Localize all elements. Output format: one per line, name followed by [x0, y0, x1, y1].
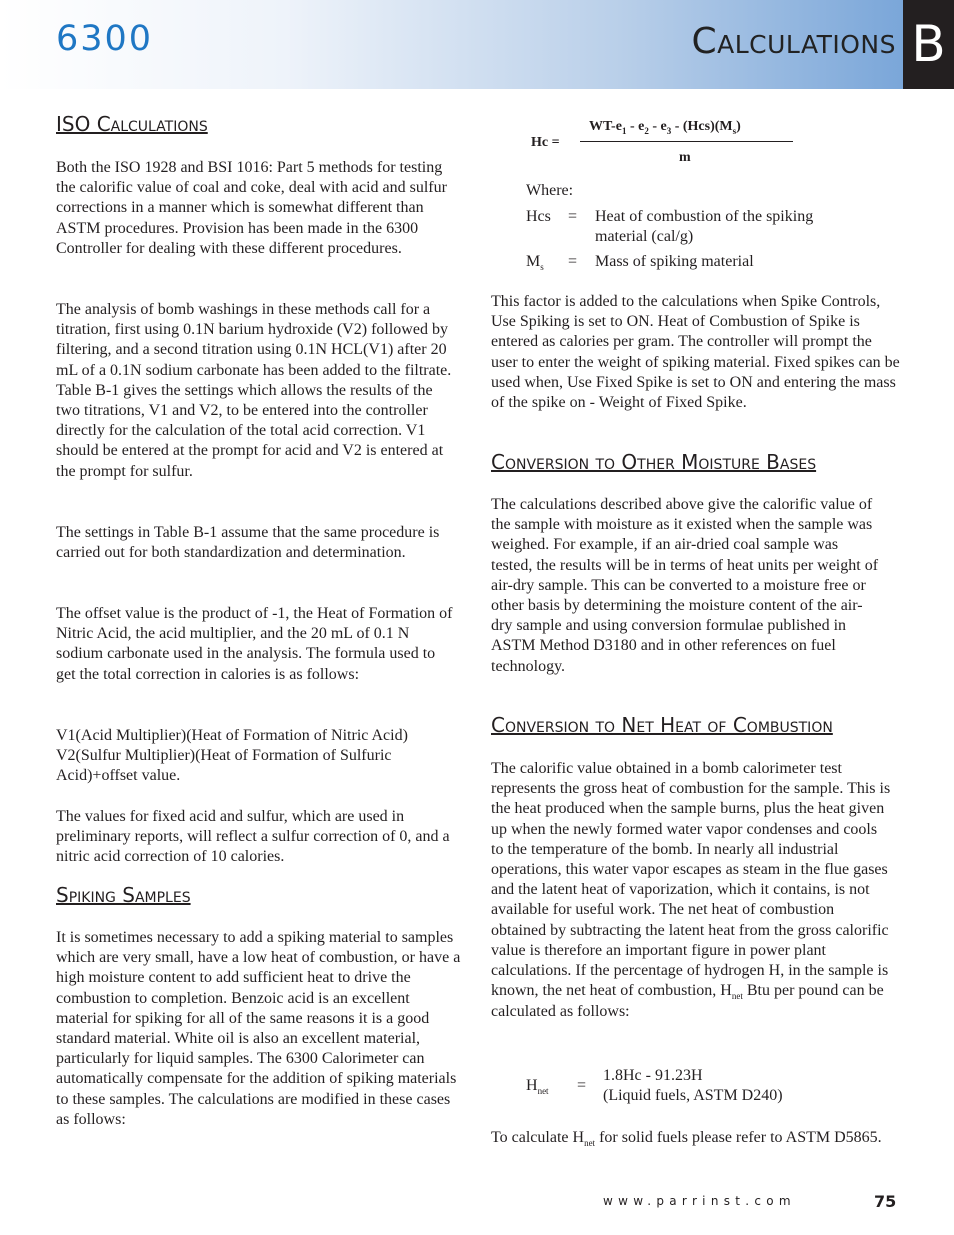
heading-moisture-bases: Conversion to Other Moisture Bases — [491, 450, 817, 474]
paragraph-iso-intro: Both the ISO 1928 and BSI 1016: Part 5 methods for testing the calorific value of coal and coke, deal with acid and sulfur corrections in a manner which is somewhat different than ASTM procedures. Provision has been made in the 6300 Controller for dealing with these different procedures. — [56, 159, 447, 257]
paragraph-offset: The offset value is the product of -1, the Heat of Formation of Nitric Acid, the acid multiplier, and the 20 mL of 0.1 N sodium carbonate used in the analysis. The formula used to get the total correction in calories is as follows: — [56, 605, 453, 683]
paragraph-net-heat: The calorific value obtained in a bomb calorimeter test represents the gross heat of combustion for the sample. This is the heat produced when the sample burns, plus the heat given up when the newly formed water vapor condenses and cools to the temperature of the bomb. In nearly all industrial operations, this water vapor escapes as steam in the flue gases and the latent heat of vaporization, which it contains, is not available for useful work. The net heat of combustion obtained by subtracting the latent heat from the gross calorific value is therefore an important figure in power plant calculations. If the percentage of hydrogen H, in the sample is known, the net heat of combustion, $H_{net}$ Btu per pound can be calculated as follows: — [491, 760, 891, 1021]
page-header — [0, 0, 954, 89]
appendix-badge: B — [903, 0, 954, 89]
heading-iso-calculations: ISO Calculations — [56, 112, 208, 136]
definition-text: Heat of combustion of the spiking material (cal/g) — [595, 208, 814, 246]
model-number: 6300 — [56, 19, 154, 59]
where-label: Where: — [526, 182, 574, 199]
paragraph-settings: The settings in Table B-1 assume that the same procedure is carried out for both standardization and determination. — [56, 524, 440, 562]
paragraph-spike-controls: This factor is added to the calculations when Spike Controls, Use Spiking is set to ON. Heat of Combustion of Spike is entered as calories per gram. The controller will prompt the user to enter the weight of spiking material. Fixed spikes can be used when, Use Fixed Spike is set to ON and entering the mass of the spike on - Weight of Fixed Spike. — [491, 293, 900, 412]
hnet-equals: = — [577, 1077, 587, 1094]
page-number: 75 — [874, 1192, 897, 1211]
heading-spiking-samples: Spiking Samples — [56, 883, 191, 907]
spike-formula — [527, 117, 807, 167]
definition-symbol: $M_s$ — [526, 253, 544, 272]
formula-label: Hc = — [531, 135, 560, 150]
chapter-title: Calculations — [691, 21, 896, 62]
definition-symbol: Hcs — [526, 208, 551, 225]
paragraph-solid-fuels: To calculate $H_{net}$ for solid fuels please refer to ASTM D5865. — [491, 1129, 882, 1148]
paragraph-spiking: It is sometimes necessary to add a spiking material to samples which are very small, have a low heat of combustion, or have a high moisture content to add sufficient heat to drive the combustion to completion. Benzoic acid is an excellent material for spiking for all of the same reasons it is a good standard material. White oil is also an excellent material, particularly for liquid samples. The 6300 Calorimeter can automatically compensate for the addition of spiking materials to these samples. The calculations are modified in these cases as follows: — [56, 929, 461, 1128]
hnet-symbol: $H_{net}$ — [526, 1077, 549, 1096]
hnet-expression: 1.8Hc - 91.23H — [603, 1067, 703, 1084]
hnet-note: (Liquid fuels, ASTM D240) — [603, 1087, 783, 1104]
heading-net-heat: Conversion to Net Heat of Combustion — [491, 713, 833, 737]
definition-equals: = — [568, 208, 578, 225]
paragraph-moisture: The calculations described above give the calorific value of the sample with moisture as it existed when the sample was weighed. For example, if an air-dried coal sample was tested, the results will be in terms of heat units per weight of air-dry sample. This can be converted to a moisture free or other basis by determining the moisture content of the air-dry sample and using conversion formulae published in ASTM Method D3180 and in other references on fuel technology. — [491, 496, 879, 675]
fraction-bar — [580, 141, 793, 142]
net-heat-formula — [526, 1066, 846, 1110]
paragraph-correction-formula: V1(Acid Multiplier)(Heat of Formation of Nitric Acid) V2(Sulfur Multiplier)(Heat of Formation of Sulfuric Acid)+offset value. — [56, 727, 408, 785]
paragraph-bomb-washings: The analysis of bomb washings in these methods call for a titration, first using 0.1N barium hydroxide (V2) followed by filtering, and a second titration using 0.1N HCL(V1) after 20 mL of a 0.1N sodium carbonate has been added to the filtrate. Table B-1 gives the settings which allows the results of the two titrations, V1 and V2, to be entered into the controller directly for the calculation of the total acid correction. V1 should be entered at the prompt for acid and V2 is entered at the prompt for sulfur. — [56, 301, 452, 480]
formula-numerator: $WT-e_1 - e_2 - e_3 - (Hcs)(M_s)$ — [589, 119, 741, 136]
definition-text: Mass of spiking material — [595, 253, 754, 270]
definition-equals: = — [568, 253, 578, 270]
formula-denominator: m — [679, 150, 691, 165]
paragraph-fixed-values: The values for fixed acid and sulfur, which are used in preliminary reports, will reflect a sulfur correction of 0, and a nitric acid correction of 10 calories. — [56, 808, 450, 866]
footer-url: www.parrinst.com — [603, 1194, 796, 1208]
